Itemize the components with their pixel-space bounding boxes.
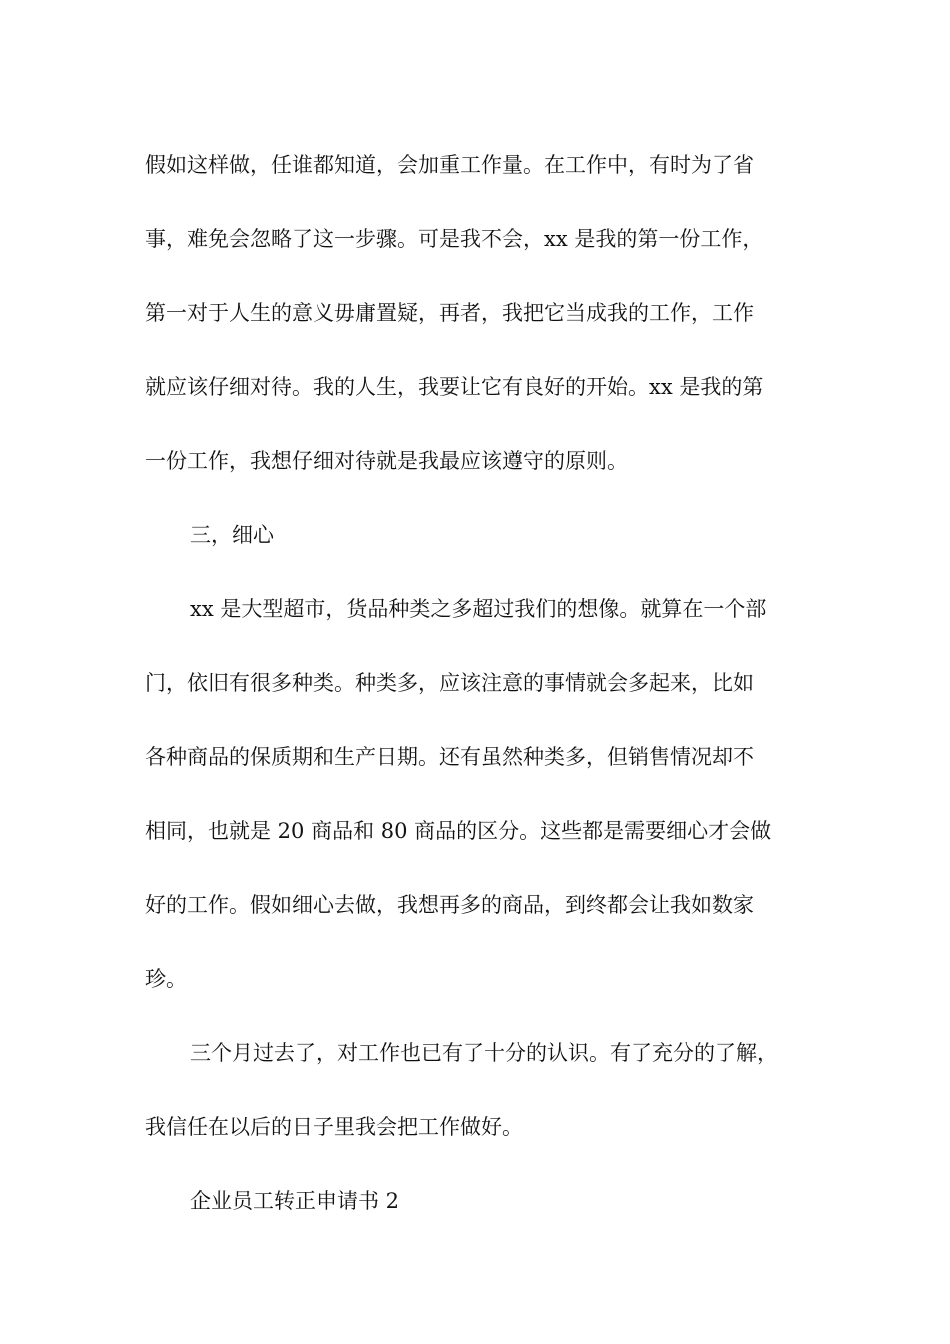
document-title-2: 企业员工转正申请书 2 xyxy=(190,1189,400,1213)
paragraph-conclusion: 三个月过去了，对工作也已有了十分的认识。有了充分的了解， 我信任在以后的日子里我会把工作做好。 xyxy=(145,1041,778,1139)
paragraph-work-attitude: 假如这样做，任谁都知道，会加重工作量。在工作中，有时为了省 事，难免会忽略了这一步骤。可是我不会，xx 是我的第一份工作， 第一对于人生的意义毋庸置疑，再者，我把它当成我的工作，工作 就应该仔细对待。我的人生，我要让它有良好的开始。xx 是我的第 一份工作，我想仔细对待就是我最应该遵守的原则。 xyxy=(145,153,764,473)
section-heading-carefulness: 三，细心 xyxy=(190,523,274,547)
document-body xyxy=(145,128,815,1238)
paragraph-carefulness: xx 是大型超市，货品种类之多超过我们的想像。就算在一个部 门，依旧有很多种类。种类多，应该注意的事情就会多起来，比如 各种商品的保质期和生产日期。还有虽然种类多，但销售情况却不 相同，也就是 20 商品和 80 商品的区分。这些都是需要细心才会做 好的工作。假如细心去做，我想再多的商品，到终都会让我如数家 珍。 xyxy=(145,597,772,991)
